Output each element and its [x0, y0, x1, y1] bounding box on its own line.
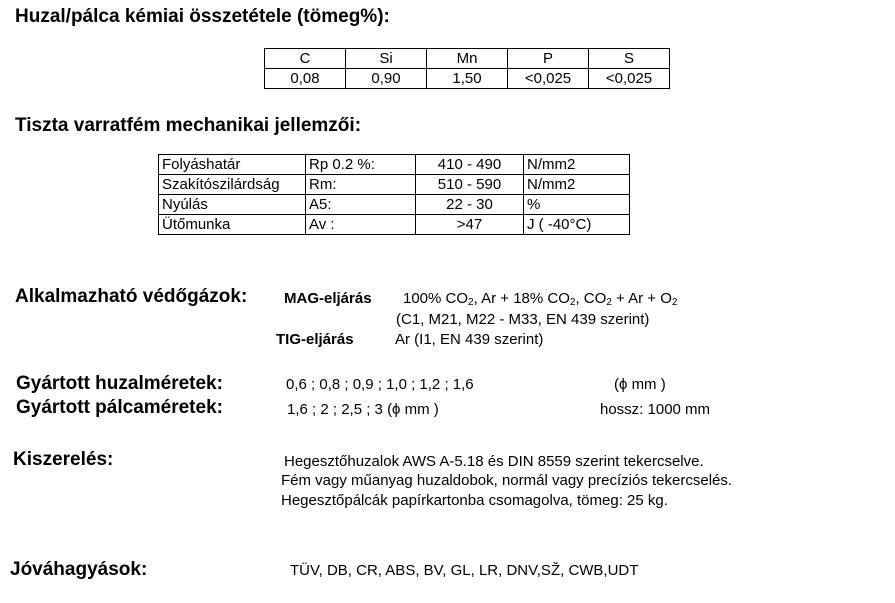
mech-unit: %: [524, 195, 630, 215]
mag-gas-text: , CO: [575, 290, 607, 307]
mech-unit: N/mm2: [524, 175, 630, 195]
packaging-line: Fém vagy műanyag huzaldobok, normál vagy precíziós tekercselés.: [281, 472, 733, 489]
mech-value: 410 - 490: [416, 155, 524, 175]
chem-value-si: 0,90: [346, 69, 427, 89]
mech-name: Folyáshatár: [159, 155, 306, 175]
chem-value-mn: 1,50: [427, 69, 508, 89]
mech-row: [159, 175, 630, 195]
mech-unit: J ( -40°C): [524, 215, 630, 235]
mag-gases: [403, 290, 677, 307]
mech-symbol: Av :: [306, 215, 416, 235]
mech-row: [159, 155, 630, 175]
subscript: 2: [569, 297, 576, 308]
mech-name: Nyúlás: [159, 195, 306, 215]
chem-header-c: C: [265, 49, 346, 69]
mag-gas-text: , Ar + 18% CO: [473, 290, 570, 307]
wire-sizes-unit: (ϕ mm ): [614, 376, 666, 393]
rod-sizes-values: 1,6 ; 2 ; 2,5 ; 3 (ϕ mm ): [287, 401, 439, 418]
subscript: 2: [671, 297, 678, 308]
mag-label: MAG-eljárás: [284, 290, 372, 307]
mech-row: [159, 215, 630, 235]
mag-standard: (C1, M21, M22 - M33, EN 439 szerint): [396, 311, 650, 328]
gas-title: Alkalmazható védőgázok:: [15, 286, 248, 307]
mech-value: 22 - 30: [416, 195, 524, 215]
subscript: 2: [606, 297, 612, 308]
rod-length: hossz: 1000 mm: [600, 401, 711, 418]
packaging-line: Hegesztőhuzalok AWS A-5.18 és DIN 8559 szerint tekercselve.: [284, 453, 704, 470]
chem-header-row: [265, 49, 670, 69]
mag-gas-text: 100% CO: [403, 290, 469, 307]
mech-symbol: Rp 0.2 %:: [306, 155, 416, 175]
chem-title: Huzal/pálca kémiai összetétele (tömeg%):: [15, 6, 390, 27]
chem-table: [264, 48, 670, 89]
subscript: 2: [468, 297, 474, 308]
wire-sizes-title: Gyártott huzalméretek:: [16, 373, 223, 394]
mech-value: >47: [416, 215, 524, 235]
mech-title: Tiszta varratfém mechanikai jellemzői:: [15, 115, 362, 136]
mech-value: 510 - 590: [416, 175, 524, 195]
mech-name: Szakítószilárdság: [159, 175, 306, 195]
chem-header-p: P: [508, 49, 589, 69]
chem-value-c: 0,08: [265, 69, 346, 89]
tig-label: TIG-eljárás: [276, 331, 354, 348]
wire-sizes-values: 0,6 ; 0,8 ; 0,9 ; 1,0 ; 1,2 ; 1,6: [286, 376, 474, 393]
approvals-list: TÜV, DB, CR, ABS, BV, GL, LR, DNV,SŽ, CWB,UDT: [290, 562, 639, 579]
chem-value-row: [265, 69, 670, 89]
chem-header-s: S: [589, 49, 670, 69]
approvals-title: Jóváhagyások:: [10, 559, 148, 580]
mech-unit: N/mm2: [524, 155, 630, 175]
chem-header-si: Si: [346, 49, 427, 69]
mech-symbol: A5:: [306, 195, 416, 215]
mech-row: [159, 195, 630, 215]
chem-value-s: <0,025: [589, 69, 670, 89]
tig-gas: Ar (I1, EN 439 szerint): [395, 331, 544, 348]
mech-symbol: Rm:: [306, 175, 416, 195]
mag-gas-text: + Ar + O: [611, 290, 672, 307]
chem-value-p: <0,025: [508, 69, 589, 89]
chem-header-mn: Mn: [427, 49, 508, 69]
packaging-line: Hegesztőpálcák papírkartonba csomagolva, tömeg: 25 kg.: [281, 492, 668, 509]
mech-name: Ütőmunka: [159, 215, 306, 235]
mech-table: [158, 154, 630, 235]
rod-sizes-title: Gyártott pálcaméretek:: [16, 397, 223, 418]
packaging-title: Kiszerelés:: [13, 449, 114, 470]
